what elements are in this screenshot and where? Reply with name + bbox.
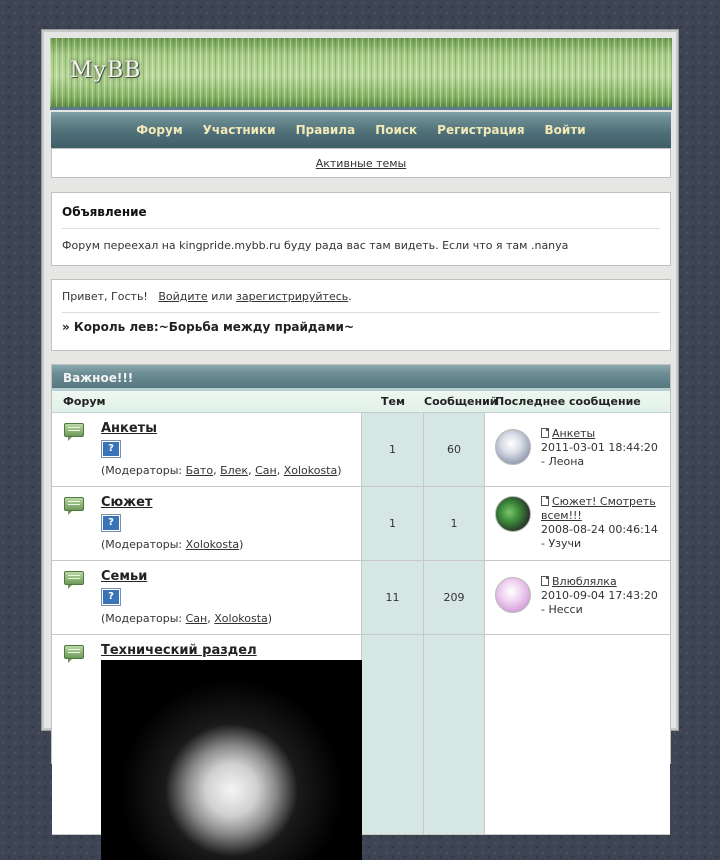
last-post-link[interactable]: Сюжет! Смотреть всем!!! bbox=[541, 495, 656, 522]
forum-link[interactable]: Сюжет bbox=[101, 495, 153, 510]
forum-row bbox=[52, 413, 670, 487]
help-glyph: ? bbox=[103, 516, 119, 530]
page-container bbox=[42, 30, 678, 730]
help-icon[interactable] bbox=[101, 514, 121, 532]
nav-rules[interactable]: Правила bbox=[295, 123, 356, 137]
forum-banner bbox=[50, 38, 672, 110]
last-post-info bbox=[541, 495, 665, 551]
nav-login[interactable]: Войти bbox=[544, 123, 586, 137]
nav-users[interactable]: Участники bbox=[202, 123, 276, 137]
announcement-text: Форум переехал на kingpride.mybb.ru буду рада вас там видеть. Если что я там .nanya bbox=[62, 239, 569, 252]
mods-close: ) bbox=[239, 538, 244, 551]
moderators: (Модераторы: Бато, Блек, Сан, Xolokosta) bbox=[101, 464, 342, 477]
announcement-title: Объявление bbox=[62, 205, 147, 219]
register-link[interactable]: зарегистрируйтесь bbox=[236, 290, 349, 303]
nav-search[interactable]: Поиск bbox=[375, 123, 418, 137]
last-post-link[interactable]: Анкеты bbox=[552, 427, 596, 440]
category-important bbox=[51, 364, 671, 764]
forum-cell bbox=[52, 561, 362, 634]
forum-status-icon bbox=[64, 645, 84, 659]
mods-close: ) bbox=[267, 612, 273, 625]
col-topics: Тем bbox=[381, 395, 405, 408]
moderator-link[interactable]: Сан bbox=[185, 612, 208, 625]
divider bbox=[62, 228, 660, 229]
breadcrumb: » Король лев:~Борьба между прайдами~ bbox=[62, 320, 354, 334]
last-post-info bbox=[541, 575, 665, 617]
posts-count: 209 bbox=[424, 561, 485, 634]
forum-logo[interactable]: MyBB bbox=[70, 58, 142, 83]
avatar[interactable] bbox=[495, 429, 531, 465]
last-post-cell bbox=[485, 413, 670, 486]
mods-close: ) bbox=[337, 464, 342, 477]
last-post-cell bbox=[485, 561, 670, 634]
moderators: (Модераторы: Сан, Xolokosta) bbox=[101, 612, 273, 625]
main-navigation bbox=[51, 112, 671, 148]
active-topics-bar bbox=[51, 148, 671, 178]
moderator-link[interactable]: Xolokosta bbox=[214, 612, 268, 625]
forum-row bbox=[52, 635, 670, 835]
announcement-box bbox=[51, 192, 671, 266]
document-icon bbox=[541, 576, 549, 586]
period-text: . bbox=[348, 290, 352, 303]
last-post-author: - Несси bbox=[541, 603, 583, 616]
column-headers bbox=[52, 391, 670, 413]
forum-link[interactable]: Семьи bbox=[101, 569, 148, 584]
topics-count bbox=[362, 635, 424, 834]
help-icon[interactable] bbox=[101, 588, 121, 606]
mods-label: (Модераторы: bbox=[101, 538, 183, 551]
or-text: или bbox=[211, 290, 233, 303]
moderator-link[interactable]: Блек bbox=[220, 464, 249, 477]
welcome-line bbox=[62, 290, 660, 303]
forum-row bbox=[52, 487, 670, 561]
forum-link[interactable]: Анкеты bbox=[101, 421, 157, 436]
posts-count bbox=[424, 635, 485, 834]
last-post-cell bbox=[485, 487, 670, 560]
moderator-link[interactable]: Xolokosta bbox=[185, 538, 240, 551]
nav-forum[interactable]: Форум bbox=[136, 123, 183, 137]
moderator-link[interactable]: Сан bbox=[255, 464, 277, 477]
posts-count: 1 bbox=[424, 487, 485, 560]
help-glyph: ? bbox=[103, 442, 119, 456]
last-post-author: - Узучи bbox=[541, 537, 582, 550]
moderator-link[interactable]: Xolokosta bbox=[283, 464, 338, 477]
forum-row bbox=[52, 561, 670, 635]
forum-image bbox=[101, 660, 362, 860]
forum-cell bbox=[52, 635, 362, 834]
forum-status-icon bbox=[64, 423, 84, 437]
last-post-cell bbox=[485, 635, 670, 834]
last-post-info bbox=[541, 427, 665, 469]
last-post-link[interactable]: Влюблялка bbox=[552, 575, 617, 588]
forum-cell bbox=[52, 487, 362, 560]
mods-label: (Модераторы: bbox=[101, 612, 183, 625]
category-title: Важное!!! bbox=[52, 365, 670, 391]
col-last-post: Последнее сообщение bbox=[495, 395, 641, 408]
divider bbox=[62, 312, 660, 313]
moderator-link[interactable]: Бато bbox=[185, 464, 214, 477]
help-icon[interactable] bbox=[101, 440, 121, 458]
topics-count: 1 bbox=[362, 487, 424, 560]
forum-cell bbox=[52, 413, 362, 486]
nav-register[interactable]: Регистрация bbox=[437, 123, 525, 137]
forum-status-icon bbox=[64, 497, 84, 511]
topics-count: 1 bbox=[362, 413, 424, 486]
last-post-date: 2010-09-04 17:43:20 bbox=[541, 589, 658, 602]
welcome-box bbox=[51, 279, 671, 351]
topics-count: 11 bbox=[362, 561, 424, 634]
last-post-author: - Леона bbox=[541, 455, 585, 468]
greeting-text: Привет, Гость! bbox=[62, 290, 148, 303]
avatar[interactable] bbox=[495, 496, 531, 532]
avatar[interactable] bbox=[495, 577, 531, 613]
last-post-date: 2008-08-24 00:46:14 bbox=[541, 523, 658, 536]
posts-count: 60 bbox=[424, 413, 485, 486]
forum-link[interactable]: Технический раздел bbox=[101, 643, 257, 658]
moderators bbox=[101, 538, 243, 551]
document-icon bbox=[541, 496, 549, 506]
forum-status-icon bbox=[64, 571, 84, 585]
active-topics-link[interactable]: Активные темы bbox=[315, 156, 407, 170]
last-post-date: 2011-03-01 18:44:20 bbox=[541, 441, 658, 454]
document-icon bbox=[541, 428, 549, 438]
mods-label: (Модераторы: bbox=[101, 464, 183, 477]
col-posts: Сообщений bbox=[424, 395, 498, 408]
login-link[interactable]: Войдите bbox=[158, 290, 208, 303]
col-forum: Форум bbox=[63, 395, 106, 408]
help-glyph: ? bbox=[103, 590, 119, 604]
